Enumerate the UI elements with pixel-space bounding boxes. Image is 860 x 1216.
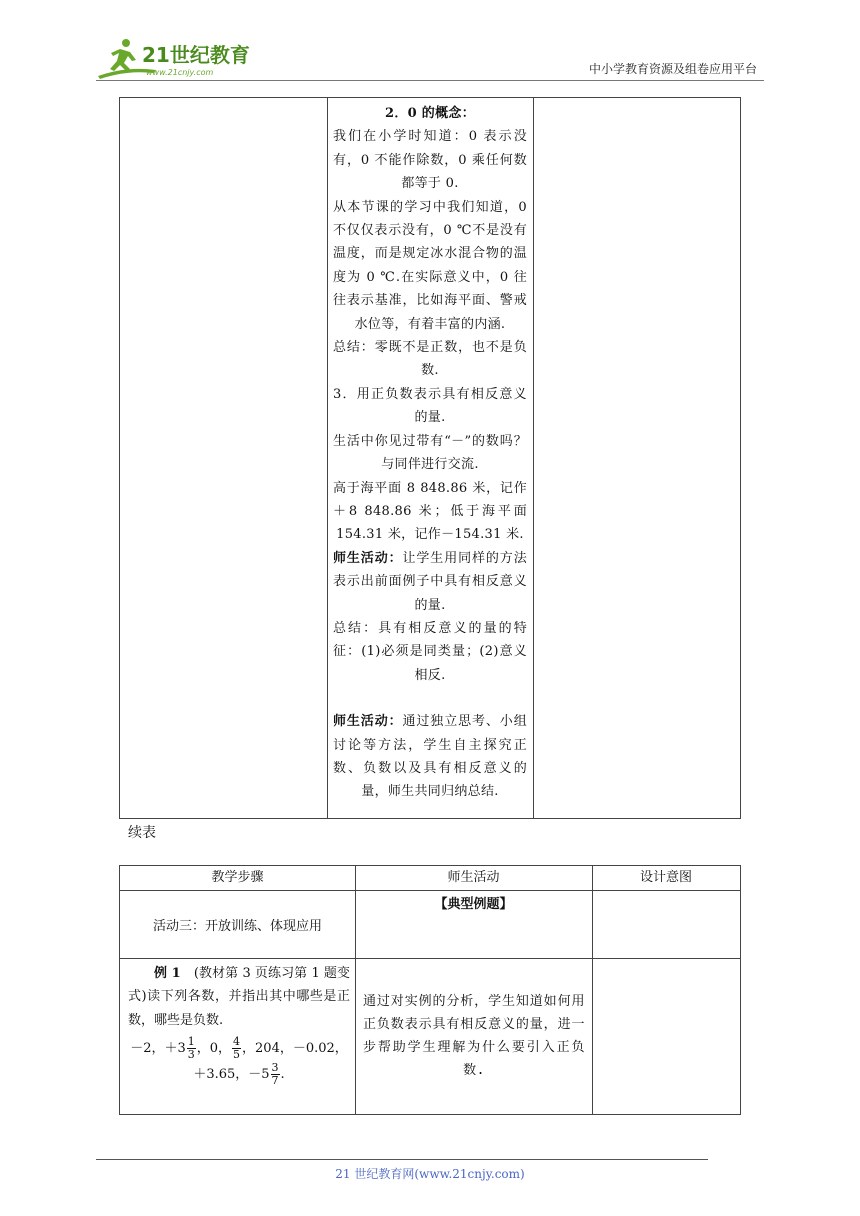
number-text: ＋3.65，－5 — [193, 1067, 270, 1083]
footer-divider — [96, 1159, 708, 1160]
activity-label: 师生活动： — [333, 550, 403, 566]
number-text: ，204，－0.02， — [242, 1041, 348, 1057]
header-divider — [96, 80, 764, 81]
activity-three-title: 活动三：开放训练、体现应用 — [152, 919, 322, 934]
example-1 — [128, 962, 350, 1088]
platform-title: 中小学教育资源及组卷应用平台 — [588, 62, 757, 76]
teacher-student-activity-1 — [333, 547, 527, 617]
logo-text: 21世纪教育 — [142, 43, 250, 67]
activity-label: 师生活动： — [333, 714, 403, 730]
number-text: －2，＋3 — [130, 1041, 186, 1057]
header-teaching-steps: 教学步骤 — [211, 870, 264, 885]
concept-zero-heading — [333, 102, 527, 125]
logo-url-text: www.21cnjy.com — [146, 68, 214, 77]
fraction: $\frac{1}{3}$ — [187, 1035, 195, 1062]
example-label: 例 1 — [154, 966, 181, 981]
typical-example-heading: 【典型例题】 — [434, 897, 513, 912]
opposite-summary-text: 总结：具有相反意义的量的特征：(1)必须是同类量；(2)意义相反. — [333, 620, 527, 683]
logo — [96, 36, 266, 80]
zero-meaning-text: 从本节课的学习中我们知道，0 不仅仅表示没有，0 ℃不是没有温度，而是规定冰水混合物的温度为 0 ℃.在实际意义中，0 往往表示基准，比如海平面、警戒水位等，有着丰富的内涵. — [333, 199, 527, 332]
fraction: $\frac{3}{7}$ — [271, 1061, 279, 1088]
number-text: ，0， — [196, 1041, 232, 1057]
activity-text: 通过独立思考、小组讨论等方法，学生自主探究正数、负数以及具有相反意义的量，师生共同归纳总结. — [333, 714, 527, 800]
continued-table-label: 续表 — [128, 825, 156, 841]
opposite-quantity-heading: 3．用正负数表示具有相反意义的量. — [333, 386, 527, 426]
steps-column-cell — [120, 98, 328, 818]
example-intent-text: 通过对实例的分析，学生知道如何用正负数表示具有相反意义的量，进一步帮助学生理解为什么要引入正负数. — [363, 994, 585, 1078]
example-text: (教材第 3 页练习第 1 题变式)读下列各数，并指出其中哪些是正数，哪些是负数. — [128, 966, 350, 1028]
zero-primary-school-text: 我们在小学时知道：0 表示没有，0 不能作除数，0 乘任何数都等于 0. — [333, 129, 527, 192]
runner-logo-icon — [96, 36, 266, 80]
teacher-student-activity-2 — [333, 710, 527, 804]
header-teacher-student-activity: 师生活动 — [447, 870, 500, 885]
sea-level-example-text: 高于海平面 8 848.86 米，记作＋8 848.86 米；低于海平面 154.31 米，记作－154.31 米. — [333, 480, 527, 543]
header-design-intent: 设计意图 — [639, 870, 692, 885]
example-numbers — [128, 1036, 350, 1088]
lesson-table-continued — [119, 97, 741, 819]
activity-column-cell — [327, 98, 534, 818]
design-intent-column-cell — [534, 98, 740, 818]
lesson-table — [119, 865, 741, 1115]
example-question — [128, 962, 350, 1032]
activity-text: 让学生用同样的方法表示出前面例子中具有相反意义的量. — [333, 550, 527, 613]
number-text: . — [280, 1067, 285, 1083]
zero-summary-text: 总结：零既不是正数，也不是负数. — [333, 340, 527, 379]
fraction: $\frac{4}{5}$ — [233, 1035, 241, 1062]
footer-link[interactable]: 21 世纪教育网(www.21cnjy.com) — [335, 1167, 525, 1181]
minus-sign-question-text: 生活中你见过带有“－”的数吗？与同伴进行交流. — [333, 433, 527, 473]
heading-text: 2．0 的概念： — [384, 106, 476, 121]
